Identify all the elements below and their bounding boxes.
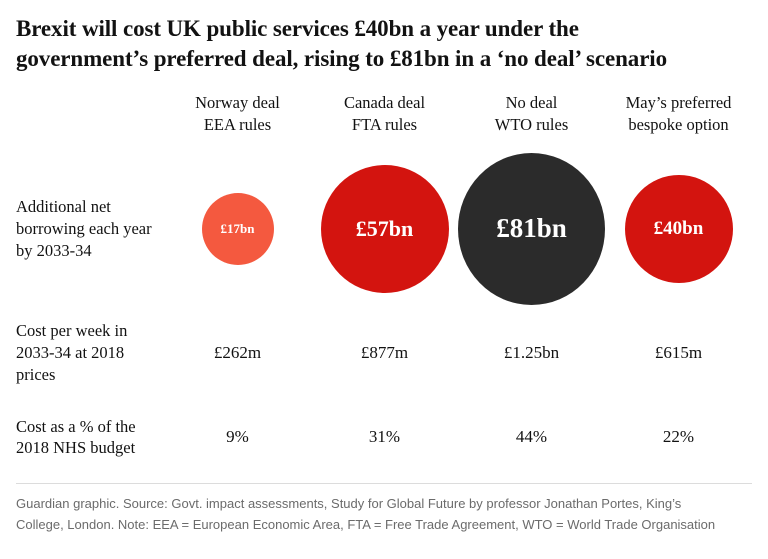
bubble-norway (202, 193, 274, 265)
chart-grid (16, 92, 752, 535)
bubble-norway-label: £17bn (220, 220, 255, 236)
cost-nhs-nodeal: 44% (515, 427, 548, 447)
cost-per-week-nodeal: £1.25bn (503, 342, 560, 362)
bubble-bespoke (625, 175, 733, 283)
bubble-nodeal-label: £81bn (496, 213, 567, 244)
column-header-norway-line1: Norway deal (195, 92, 280, 112)
row-label-borrowing: Additional net borrowing each year by 2033-34 (16, 196, 152, 260)
column-header-bespoke-line2: bespoke option (628, 114, 729, 134)
column-header-norway (164, 92, 311, 136)
bubble-cell-nodeal (458, 144, 605, 314)
page-title: Brexit will cost UK public services £40bn a year under the government’s preferred deal, rising to £81bn in a ‘no deal’ scenario (16, 16, 667, 71)
bubble-row (16, 144, 752, 314)
bubble-canada (321, 165, 449, 293)
bubble-cells (164, 144, 752, 314)
cost-nhs-canada: 31% (368, 427, 401, 447)
cost-per-week-bespoke: £615m (654, 342, 703, 362)
bubble-bespoke-label: £40bn (653, 217, 704, 239)
column-header-nodeal-line1: No deal (505, 92, 558, 112)
bubble-canada-label: £57bn (355, 215, 414, 241)
cost-per-week-canada: £877m (360, 342, 409, 362)
column-header-nodeal-line2: WTO rules (494, 114, 569, 134)
source-note: Guardian graphic. Source: Govt. impact assessments, Study for Global Future by professor Jonathan Portes, King’s College, London. Note: EEA = European Economic Area, FTA = Free Trade Agreement, WTO = World Trade Organisation (16, 496, 716, 532)
cost-per-week-norway: £262m (213, 342, 262, 362)
footnote-divider (16, 483, 752, 484)
cost-nhs-norway: 9% (226, 427, 249, 447)
row-label-cost-nhs: Cost as a % of the 2018 NHS budget (16, 416, 136, 458)
column-header-canada (311, 92, 458, 136)
cost-nhs-cells (164, 427, 752, 447)
bubble-cell-bespoke (605, 144, 752, 314)
bubble-cell-canada (311, 144, 458, 314)
cost-nhs-bespoke: 22% (662, 427, 695, 447)
column-header-bespoke-line1: May’s preferred (625, 92, 732, 112)
bubble-nodeal (458, 153, 605, 305)
bubble-cell-norway (164, 144, 311, 314)
column-header-bespoke (605, 92, 752, 136)
cost-per-week-row (16, 320, 752, 386)
column-header-norway-line2: EEA rules (203, 114, 272, 134)
column-header-canada-line1: Canada deal (343, 92, 426, 112)
row-label-cost-per-week: Cost per week in 2033-34 at 2018 prices (16, 320, 128, 384)
column-header-row (164, 92, 752, 136)
cost-nhs-row (16, 407, 752, 467)
column-header-nodeal (458, 92, 605, 136)
cost-per-week-cells (164, 343, 752, 363)
column-header-canada-line2: FTA rules (351, 114, 418, 134)
